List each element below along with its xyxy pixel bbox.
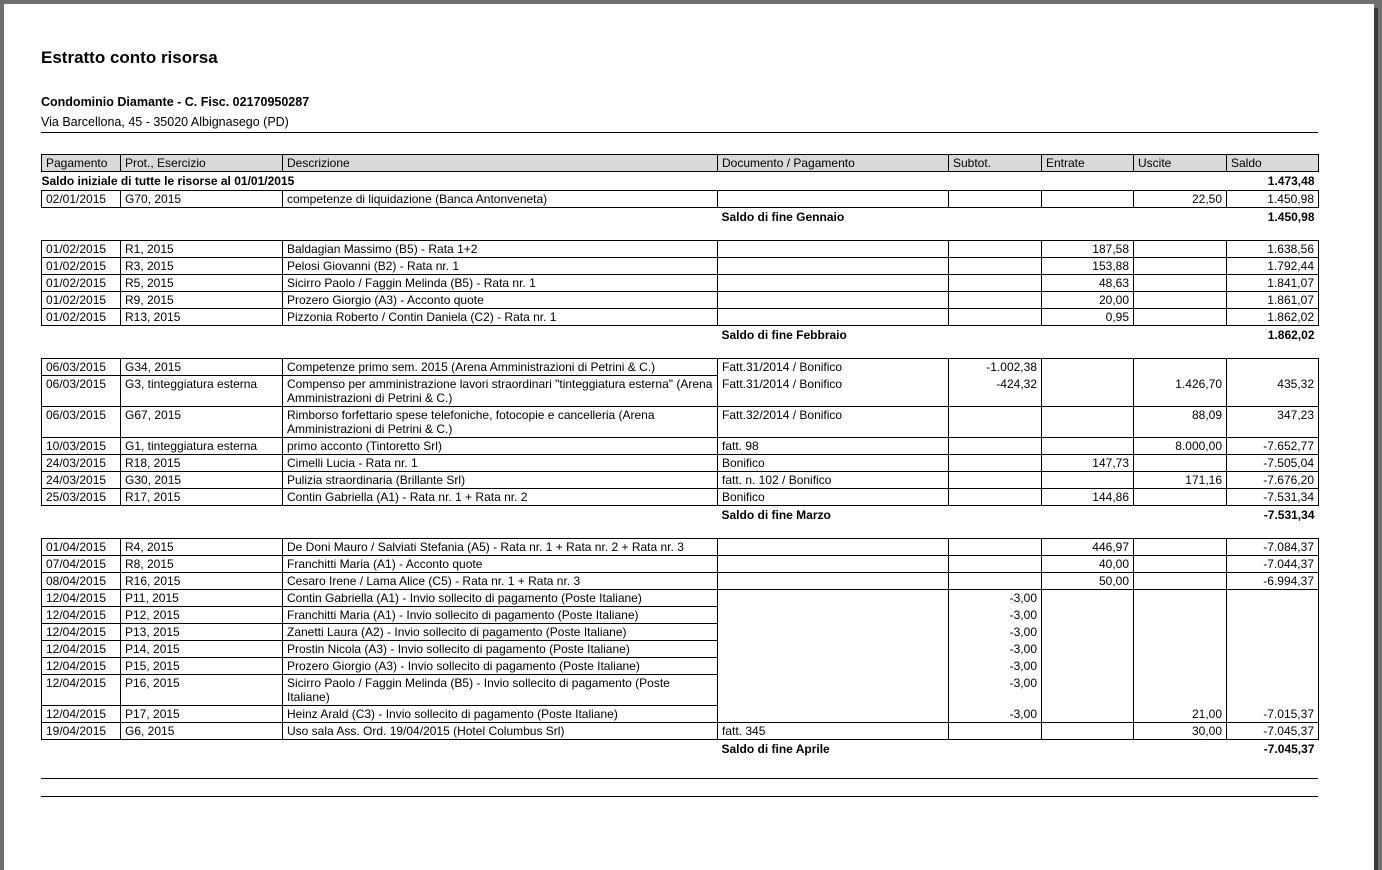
- cell-descrizione: Compenso per amministrazione lavori straordinari "tinteggiatura esterna" (Arena Amministrazioni di Petrini & C.): [283, 376, 718, 407]
- cell-subtot: -1.002,38: [949, 359, 1042, 376]
- cell-pagamento: 06/03/2015: [42, 359, 121, 376]
- cell-descrizione: Cesaro Irene / Lama Alice (C5) - Rata nr. 1 + Rata nr. 3: [283, 573, 718, 590]
- cell-documento: fatt. 98: [718, 438, 949, 455]
- cell-descrizione: Pelosi Giovanni (B2) - Rata nr. 1: [283, 258, 718, 275]
- cell-pagamento: 01/02/2015: [42, 275, 121, 292]
- cell-saldo: [1227, 641, 1319, 658]
- month-total-label: Saldo di fine Aprile: [721, 742, 830, 756]
- cell-documento: [718, 658, 949, 675]
- month-total-row: [42, 326, 1319, 345]
- cell-uscite: [1134, 241, 1227, 258]
- cell-pagamento: 06/03/2015: [42, 376, 121, 407]
- cell-uscite: 21,00: [1134, 706, 1227, 723]
- cell-saldo: 1.862,02: [1227, 309, 1319, 326]
- month-total-row: [42, 740, 1319, 759]
- cell-pagamento: 10/03/2015: [42, 438, 121, 455]
- month-total-row: [42, 506, 1319, 525]
- cell-saldo: [1227, 359, 1319, 376]
- cell-entrate: [1042, 438, 1134, 455]
- month-total-label: Saldo di fine Gennaio: [721, 210, 845, 224]
- cell-prot: G30, 2015: [121, 472, 283, 489]
- cell-documento: [718, 539, 949, 556]
- cell-entrate: [1042, 191, 1134, 208]
- cell-saldo: -7.015,37: [1227, 706, 1319, 723]
- cell-subtot: [949, 407, 1042, 438]
- cell-prot: P17, 2015: [121, 706, 283, 723]
- cell-prot: P11, 2015: [121, 590, 283, 607]
- cell-entrate: [1042, 472, 1134, 489]
- total-blank: [42, 208, 718, 227]
- cell-entrate: [1042, 658, 1134, 675]
- cell-entrate: [1042, 607, 1134, 624]
- cell-descrizione: Franchitti Maria (A1) - Acconto quote: [283, 556, 718, 573]
- cell-uscite: [1134, 675, 1227, 706]
- table-row: [42, 675, 1319, 706]
- cell-documento: Fatt.31/2014 / Bonifico: [718, 359, 949, 376]
- cell-descrizione: Cimelli Lucia - Rata nr. 1: [283, 455, 718, 472]
- cell-saldo: -7.044,37: [1227, 556, 1319, 573]
- cell-entrate: 0,95: [1042, 309, 1134, 326]
- cell-descrizione: Rimborso forfettario spese telefoniche, fotocopie e cancelleria (Arena Amministrazioni di Petrini & C.): [283, 407, 718, 438]
- cell-entrate: 187,58: [1042, 241, 1134, 258]
- footer-divider: [41, 778, 1318, 779]
- month-total-value: 1.450,98: [1267, 210, 1315, 224]
- cell-entrate: 446,97: [1042, 539, 1134, 556]
- cell-descrizione: Zanetti Laura (A2) - Invio sollecito di pagamento (Poste Italiane): [283, 624, 718, 641]
- cell-documento: [718, 258, 949, 275]
- cell-saldo: [1227, 658, 1319, 675]
- cell-entrate: 40,00: [1042, 556, 1134, 573]
- table-row: [42, 489, 1319, 506]
- cell-descrizione: Sicirro Paolo / Faggin Melinda (B5) - Invio sollecito di pagamento (Poste Italiane): [283, 675, 718, 706]
- cell-documento: [718, 275, 949, 292]
- spacer-cell: [42, 226, 1319, 241]
- cell-subtot: [949, 309, 1042, 326]
- table-row: [42, 607, 1319, 624]
- month-total-row: [42, 208, 1319, 227]
- cell-saldo: -7.045,37: [1227, 723, 1319, 740]
- table-row: [42, 573, 1319, 590]
- cell-prot: R18, 2015: [121, 455, 283, 472]
- cell-saldo: -6.994,37: [1227, 573, 1319, 590]
- cell-prot: P14, 2015: [121, 641, 283, 658]
- cell-descrizione: Prostin Nicola (A3) - Invio sollecito di pagamento (Poste Italiane): [283, 641, 718, 658]
- cell-saldo: [1227, 590, 1319, 607]
- cell-subtot: -3,00: [949, 590, 1042, 607]
- cell-descrizione: Franchitti Maria (A1) - Invio sollecito di pagamento (Poste Italiane): [283, 607, 718, 624]
- cell-saldo: -7.084,37: [1227, 539, 1319, 556]
- cell-uscite: [1134, 590, 1227, 607]
- cell-pagamento: 12/04/2015: [42, 607, 121, 624]
- cell-pagamento: 06/03/2015: [42, 407, 121, 438]
- cell-pagamento: 12/04/2015: [42, 658, 121, 675]
- cell-prot: G3, tinteggiatura esterna: [121, 376, 283, 407]
- cell-pagamento: 02/01/2015: [42, 191, 121, 208]
- cell-entrate: [1042, 407, 1134, 438]
- cell-descrizione: Uso sala Ass. Ord. 19/04/2015 (Hotel Columbus Srl): [283, 723, 718, 740]
- cell-documento: [718, 309, 949, 326]
- cell-subtot: [949, 539, 1042, 556]
- table-row: [42, 472, 1319, 489]
- cell-subtot: -3,00: [949, 706, 1042, 723]
- cell-pagamento: 12/04/2015: [42, 706, 121, 723]
- table-row: [42, 641, 1319, 658]
- cell-documento: [718, 292, 949, 309]
- cell-entrate: 20,00: [1042, 292, 1134, 309]
- table-row: [42, 706, 1319, 723]
- cell-descrizione: primo acconto (Tintoretto Srl): [283, 438, 718, 455]
- table-row: [42, 241, 1319, 258]
- cell-subtot: [949, 489, 1042, 506]
- cell-prot: P15, 2015: [121, 658, 283, 675]
- table-row: [42, 438, 1319, 455]
- cell-entrate: [1042, 624, 1134, 641]
- total-blank: [42, 740, 718, 759]
- cell-prot: R16, 2015: [121, 573, 283, 590]
- cell-subtot: [949, 275, 1042, 292]
- cell-pagamento: 24/03/2015: [42, 455, 121, 472]
- cell-documento: [718, 706, 949, 723]
- cell-uscite: 1.426,70: [1134, 376, 1227, 407]
- cell-uscite: [1134, 624, 1227, 641]
- cell-entrate: [1042, 706, 1134, 723]
- cell-saldo: -7.531,34: [1227, 489, 1319, 506]
- col-header-subtot: Subtot.: [949, 155, 1042, 172]
- cell-entrate: [1042, 675, 1134, 706]
- cell-prot: R3, 2015: [121, 258, 283, 275]
- cell-pagamento: 07/04/2015: [42, 556, 121, 573]
- cell-subtot: [949, 723, 1042, 740]
- cell-documento: Bonifico: [718, 489, 949, 506]
- table-row: [42, 590, 1319, 607]
- cell-entrate: [1042, 641, 1134, 658]
- cell-uscite: [1134, 489, 1227, 506]
- cell-saldo: -7.676,20: [1227, 472, 1319, 489]
- footer-divider-2: [41, 796, 1318, 797]
- cell-prot: P12, 2015: [121, 607, 283, 624]
- table-row: [42, 258, 1319, 275]
- cell-uscite: [1134, 607, 1227, 624]
- cell-saldo: 347,23: [1227, 407, 1319, 438]
- month-total-label: Saldo di fine Febbraio: [721, 328, 847, 342]
- cell-subtot: -3,00: [949, 607, 1042, 624]
- cell-uscite: 171,16: [1134, 472, 1227, 489]
- cell-pagamento: 12/04/2015: [42, 590, 121, 607]
- cell-documento: [718, 241, 949, 258]
- cell-subtot: -3,00: [949, 641, 1042, 658]
- cell-documento: [718, 556, 949, 573]
- cell-prot: G70, 2015: [121, 191, 283, 208]
- table-row: [42, 539, 1319, 556]
- cell-subtot: [949, 191, 1042, 208]
- cell-documento: [718, 573, 949, 590]
- cell-uscite: [1134, 556, 1227, 573]
- cell-descrizione: Competenze primo sem. 2015 (Arena Amministrazioni di Petrini & C.): [283, 359, 718, 376]
- cell-uscite: 30,00: [1134, 723, 1227, 740]
- cell-uscite: [1134, 258, 1227, 275]
- month-total-value: 1.862,02: [1267, 328, 1315, 342]
- cell-entrate: 144,86: [1042, 489, 1134, 506]
- cell-subtot: -3,00: [949, 624, 1042, 641]
- statement-page: [4, 4, 1374, 870]
- cell-saldo: 1.450,98: [1227, 191, 1319, 208]
- cell-prot: R17, 2015: [121, 489, 283, 506]
- col-header-uscite: Uscite: [1134, 155, 1227, 172]
- cell-documento: Bonifico: [718, 455, 949, 472]
- cell-prot: R5, 2015: [121, 275, 283, 292]
- cell-descrizione: competenze di liquidazione (Banca Antonveneta): [283, 191, 718, 208]
- cell-descrizione: Contin Gabriella (A1) - Rata nr. 1 + Rata nr. 2: [283, 489, 718, 506]
- cell-saldo: -7.652,77: [1227, 438, 1319, 455]
- page-title: Estratto conto risorsa: [41, 48, 218, 67]
- month-spacer: [42, 344, 1319, 359]
- spacer-cell: [42, 344, 1319, 359]
- condominio-name: Condominio Diamante - C. Fisc. 02170950287: [41, 95, 310, 109]
- cell-subtot: [949, 573, 1042, 590]
- cell-saldo: -7.505,04: [1227, 455, 1319, 472]
- cell-descrizione: De Doni Mauro / Salviati Stefania (A5) - Rata nr. 1 + Rata nr. 2 + Rata nr. 3: [283, 539, 718, 556]
- table-row: [42, 455, 1319, 472]
- cell-saldo: 1.861,07: [1227, 292, 1319, 309]
- cell-documento: fatt. n. 102 / Bonifico: [718, 472, 949, 489]
- cell-documento: [718, 675, 949, 706]
- cell-subtot: [949, 438, 1042, 455]
- cell-saldo: 1.792,44: [1227, 258, 1319, 275]
- cell-prot: R1, 2015: [121, 241, 283, 258]
- cell-subtot: -3,00: [949, 675, 1042, 706]
- ledger-table: [41, 154, 1319, 758]
- cell-descrizione: Prozero Giorgio (A3) - Acconto quote: [283, 292, 718, 309]
- cell-pagamento: 25/03/2015: [42, 489, 121, 506]
- table-row: [42, 723, 1319, 740]
- saldo-iniziale-label: Saldo iniziale di tutte le risorse al 01/01/2015: [42, 172, 1227, 191]
- cell-prot: R4, 2015: [121, 539, 283, 556]
- cell-entrate: 48,63: [1042, 275, 1134, 292]
- cell-descrizione: Sicirro Paolo / Faggin Melinda (B5) - Rata nr. 1: [283, 275, 718, 292]
- cell-documento: [718, 607, 949, 624]
- cell-uscite: [1134, 309, 1227, 326]
- cell-uscite: [1134, 641, 1227, 658]
- cell-descrizione: Contin Gabriella (A1) - Invio sollecito di pagamento (Poste Italiane): [283, 590, 718, 607]
- cell-uscite: 8.000,00: [1134, 438, 1227, 455]
- cell-documento: Fatt.31/2014 / Bonifico: [718, 376, 949, 407]
- cell-pagamento: 01/02/2015: [42, 241, 121, 258]
- col-header-pagamento: Pagamento: [42, 155, 121, 172]
- cell-prot: R9, 2015: [121, 292, 283, 309]
- cell-entrate: [1042, 723, 1134, 740]
- cell-documento: [718, 590, 949, 607]
- cell-entrate: [1042, 590, 1134, 607]
- cell-subtot: [949, 258, 1042, 275]
- header-divider: [41, 132, 1318, 133]
- cell-subtot: [949, 241, 1042, 258]
- cell-uscite: [1134, 455, 1227, 472]
- cell-saldo: 435,32: [1227, 376, 1319, 407]
- table-row: [42, 376, 1319, 407]
- table-row: [42, 359, 1319, 376]
- month-total-value: -7.531,34: [1263, 508, 1315, 522]
- cell-pagamento: 12/04/2015: [42, 624, 121, 641]
- page-shadow: [1374, 8, 1378, 870]
- cell-uscite: 22,50: [1134, 191, 1227, 208]
- cell-uscite: [1134, 539, 1227, 556]
- cell-prot: P16, 2015: [121, 675, 283, 706]
- cell-subtot: [949, 455, 1042, 472]
- cell-saldo: [1227, 624, 1319, 641]
- cell-descrizione: Pulizia straordinaria (Brillante Srl): [283, 472, 718, 489]
- cell-entrate: 153,88: [1042, 258, 1134, 275]
- col-header-entrate: Entrate: [1042, 155, 1134, 172]
- cell-uscite: [1134, 292, 1227, 309]
- saldo-iniziale-value: 1.473,48: [1227, 172, 1319, 191]
- table-row: [42, 275, 1319, 292]
- cell-uscite: [1134, 658, 1227, 675]
- cell-documento: Fatt.32/2014 / Bonifico: [718, 407, 949, 438]
- cell-descrizione: Pizzonia Roberto / Contin Daniela (C2) - Rata nr. 1: [283, 309, 718, 326]
- total-blank: [42, 506, 718, 525]
- cell-saldo: [1227, 675, 1319, 706]
- cell-entrate: [1042, 376, 1134, 407]
- cell-uscite: [1134, 359, 1227, 376]
- table-row: [42, 556, 1319, 573]
- cell-saldo: 1.638,56: [1227, 241, 1319, 258]
- cell-subtot: [949, 556, 1042, 573]
- cell-uscite: 88,09: [1134, 407, 1227, 438]
- table-row: [42, 658, 1319, 675]
- cell-descrizione: Heinz Arald (C3) - Invio sollecito di pagamento (Poste Italiane): [283, 706, 718, 723]
- cell-subtot: [949, 472, 1042, 489]
- cell-entrate: 50,00: [1042, 573, 1134, 590]
- cell-documento: fatt. 345: [718, 723, 949, 740]
- cell-documento: [718, 641, 949, 658]
- month-spacer: [42, 524, 1319, 539]
- spacer-cell: [42, 524, 1319, 539]
- cell-saldo: 1.841,07: [1227, 275, 1319, 292]
- cell-prot: R8, 2015: [121, 556, 283, 573]
- cell-uscite: [1134, 573, 1227, 590]
- cell-prot: G6, 2015: [121, 723, 283, 740]
- cell-pagamento: 01/02/2015: [42, 258, 121, 275]
- cell-entrate: 147,73: [1042, 455, 1134, 472]
- cell-prot: R13, 2015: [121, 309, 283, 326]
- cell-pagamento: 19/04/2015: [42, 723, 121, 740]
- cell-descrizione: Baldagian Massimo (B5) - Rata 1+2: [283, 241, 718, 258]
- month-total-label: Saldo di fine Marzo: [721, 508, 831, 522]
- table-row: [42, 191, 1319, 208]
- cell-pagamento: 12/04/2015: [42, 641, 121, 658]
- col-header-saldo: Saldo: [1227, 155, 1319, 172]
- table-header-row: [42, 155, 1319, 172]
- cell-prot: G34, 2015: [121, 359, 283, 376]
- cell-subtot: [949, 292, 1042, 309]
- month-spacer: [42, 226, 1319, 241]
- table-row: [42, 309, 1319, 326]
- table-row: [42, 292, 1319, 309]
- cell-saldo: [1227, 607, 1319, 624]
- cell-prot: G1, tinteggiatura esterna: [121, 438, 283, 455]
- col-header-documento: Documento / Pagamento: [718, 155, 949, 172]
- cell-uscite: [1134, 275, 1227, 292]
- cell-subtot: -424,32: [949, 376, 1042, 407]
- cell-pagamento: 01/04/2015: [42, 539, 121, 556]
- table-row: [42, 407, 1319, 438]
- cell-pagamento: 12/04/2015: [42, 675, 121, 706]
- table-row: [42, 624, 1319, 641]
- cell-descrizione: Prozero Giorgio (A3) - Invio sollecito di pagamento (Poste Italiane): [283, 658, 718, 675]
- cell-prot: G67, 2015: [121, 407, 283, 438]
- month-total-value: -7.045,37: [1263, 742, 1315, 756]
- cell-documento: [718, 624, 949, 641]
- total-blank: [42, 326, 718, 345]
- condominio-address: Via Barcellona, 45 - 35020 Albignasego (PD): [41, 115, 289, 129]
- cell-subtot: -3,00: [949, 658, 1042, 675]
- cell-pagamento: 01/02/2015: [42, 292, 121, 309]
- cell-prot: P13, 2015: [121, 624, 283, 641]
- cell-pagamento: 24/03/2015: [42, 472, 121, 489]
- cell-pagamento: 01/02/2015: [42, 309, 121, 326]
- cell-pagamento: 08/04/2015: [42, 573, 121, 590]
- saldo-iniziale-row: [42, 172, 1319, 191]
- cell-entrate: [1042, 359, 1134, 376]
- col-header-descrizione: Descrizione: [283, 155, 718, 172]
- col-header-prot: Prot., Esercizio: [121, 155, 283, 172]
- cell-documento: [718, 191, 949, 208]
